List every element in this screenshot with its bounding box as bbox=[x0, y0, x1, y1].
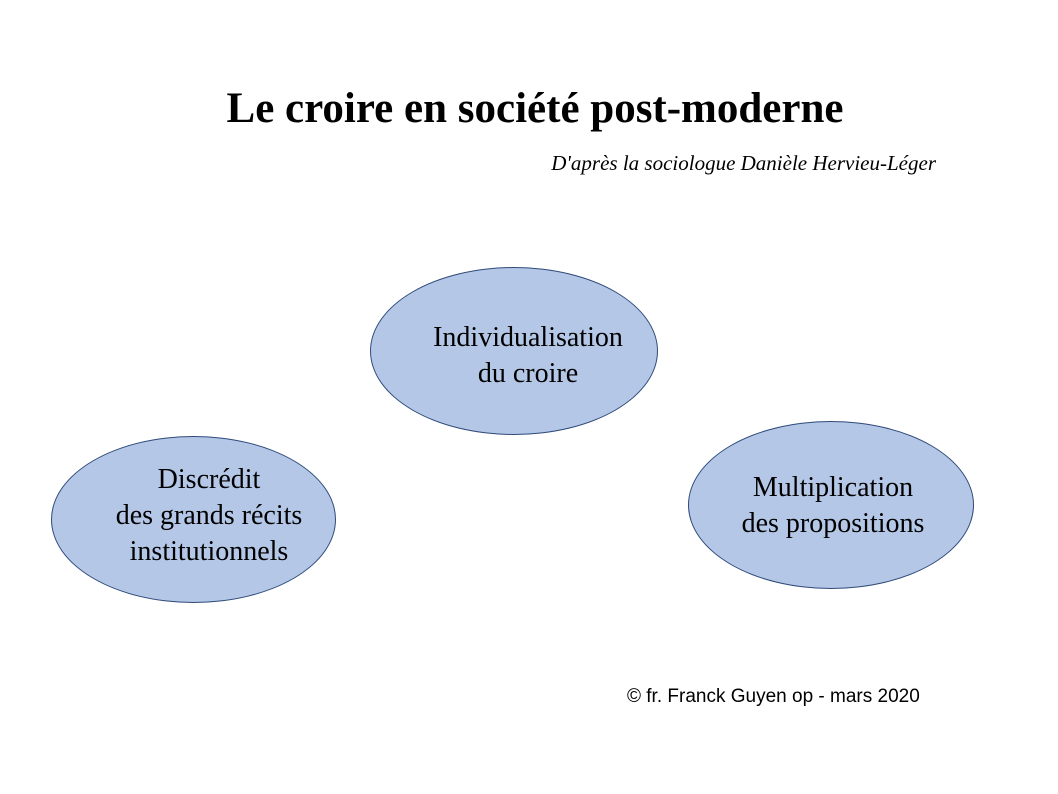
label-discredit bbox=[56, 462, 362, 570]
label-multiplication-line-2: des propositions bbox=[741, 508, 925, 539]
label-individualisation bbox=[370, 320, 686, 392]
label-discredit-line-1: Discrédit bbox=[157, 464, 261, 495]
label-discredit-line-2: des grands récits bbox=[115, 500, 303, 531]
label-multiplication-line-1: Multiplication bbox=[752, 472, 914, 503]
copyright-note: © fr. Franck Guyen op - mars 2020 bbox=[627, 686, 920, 707]
slide-title: Le croire en société post-moderne bbox=[226, 85, 844, 132]
label-discredit-line-3: institutionnels bbox=[129, 536, 289, 567]
label-individualisation-line-1: Individualisation bbox=[433, 322, 623, 353]
label-individualisation-line-2: du croire bbox=[477, 358, 579, 389]
slide-subtitle: D'après la sociologue Danièle Hervieu-Léger bbox=[551, 151, 936, 175]
label-multiplication bbox=[692, 470, 974, 542]
